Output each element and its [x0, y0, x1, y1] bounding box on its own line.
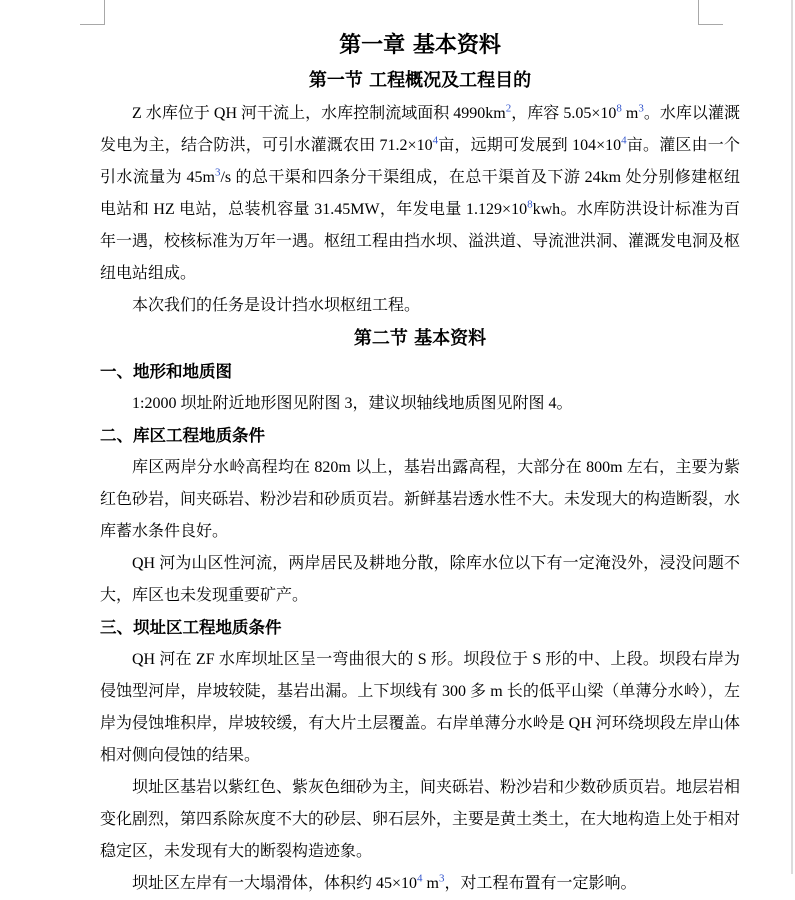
- section-1-title: 第一节 工程概况及工程目的: [308, 70, 532, 91]
- subsection-heading-2: 二、库区工程地质条件: [100, 426, 265, 445]
- body-paragraph: QH 河为山区性河流，两岸居民及耕地分散，除库水位以下有一定淹没外，浸没问题不大，库区也未发现重要矿产。: [100, 555, 740, 604]
- body-paragraph: QH 河在 ZF 水库坝址区呈一弯曲很大的 S 形。坝段位于 S 形的中、上段。坝段右岸为侵蚀型河岸，岸坡较陡，基岩出漏。上下坝线有 300 多 m 长的低平山梁（单薄分水岭），左岸为侵蚀堆积岸，岸坡较缓，有大片土层覆盖。右岸单薄分水岭是 QH 河环绕坝段左岸山体相对侧向侵蚀的结果。: [100, 651, 740, 764]
- body-paragraph: 1:2000 坝址附近地形图见附图 3，建议坝轴线地质图见附图 4。: [132, 395, 573, 412]
- body-paragraph: 坝址区基岩以紫红色、紫灰色细砂为主，间夹砾岩、粉沙岩和少数砂质页岩。地层岩相变化剧烈，第四系除灰度不大的砂层、卵石层外，主要是黄土类土，在大地构造上处于相对稳定区，未发现有大的断裂构造迹象。: [100, 779, 741, 860]
- chapter-title: 第一章 基本资料: [339, 33, 501, 58]
- section-2-title: 第二节 基本资料: [353, 328, 487, 349]
- body-paragraph: 库区两岸分水岭高程均在 820m 以上，基岩出露高程，大部分在 800m 左右，主要为紫红色砂岩，间夹砾岩、粉沙岩和砂质页岩。新鲜基岩透水性不大。未发现大的构造断裂，水库蓄水条件良好。: [100, 459, 741, 540]
- subsection-heading-3: 三、坝址区工程地质条件: [100, 618, 282, 637]
- body-paragraph: 坝址区左岸有一大塌滑体，体积约 $45\times 10^4$ $m^3$，对工程布置有一定影响。: [132, 872, 637, 892]
- text-boundary-mark-top-right: [698, 0, 723, 25]
- document-content: [100, 24, 740, 900]
- page-edge-line: [791, 0, 793, 874]
- subsection-heading-1: 一、地形和地质图: [100, 362, 232, 381]
- body-paragraph: Z 水库位于 QH 河干流上，水库控制流域面积 $4990km^2$，库容 $5.05\times 10^8$ $m^3$。水库以灌溉发电为主，结合防洪，可引水灌溉农田 $71.2\times 10^4$亩，远期可发展到 $104\times 10^4$亩。灌区由一个引水流量为 $45m^3/s$ 的总干渠和四条分干渠组成，在总干渠首及下游 24km 处分别修建枢纽电站和 HZ 电站，总装机容量 31.45MW，年发电量 $1.129\times 10^8kwh$。水库防洪设计标准为百年一遇，校核标准为万年一遇。枢纽工程由挡水坝、溢洪道、导流泄洪洞、灌溉发电洞及枢纽电站组成。: [100, 102, 741, 282]
- text-boundary-mark-top-left: [80, 0, 105, 25]
- body-paragraph: 本次我们的任务是设计挡水坝枢纽工程。: [132, 297, 421, 314]
